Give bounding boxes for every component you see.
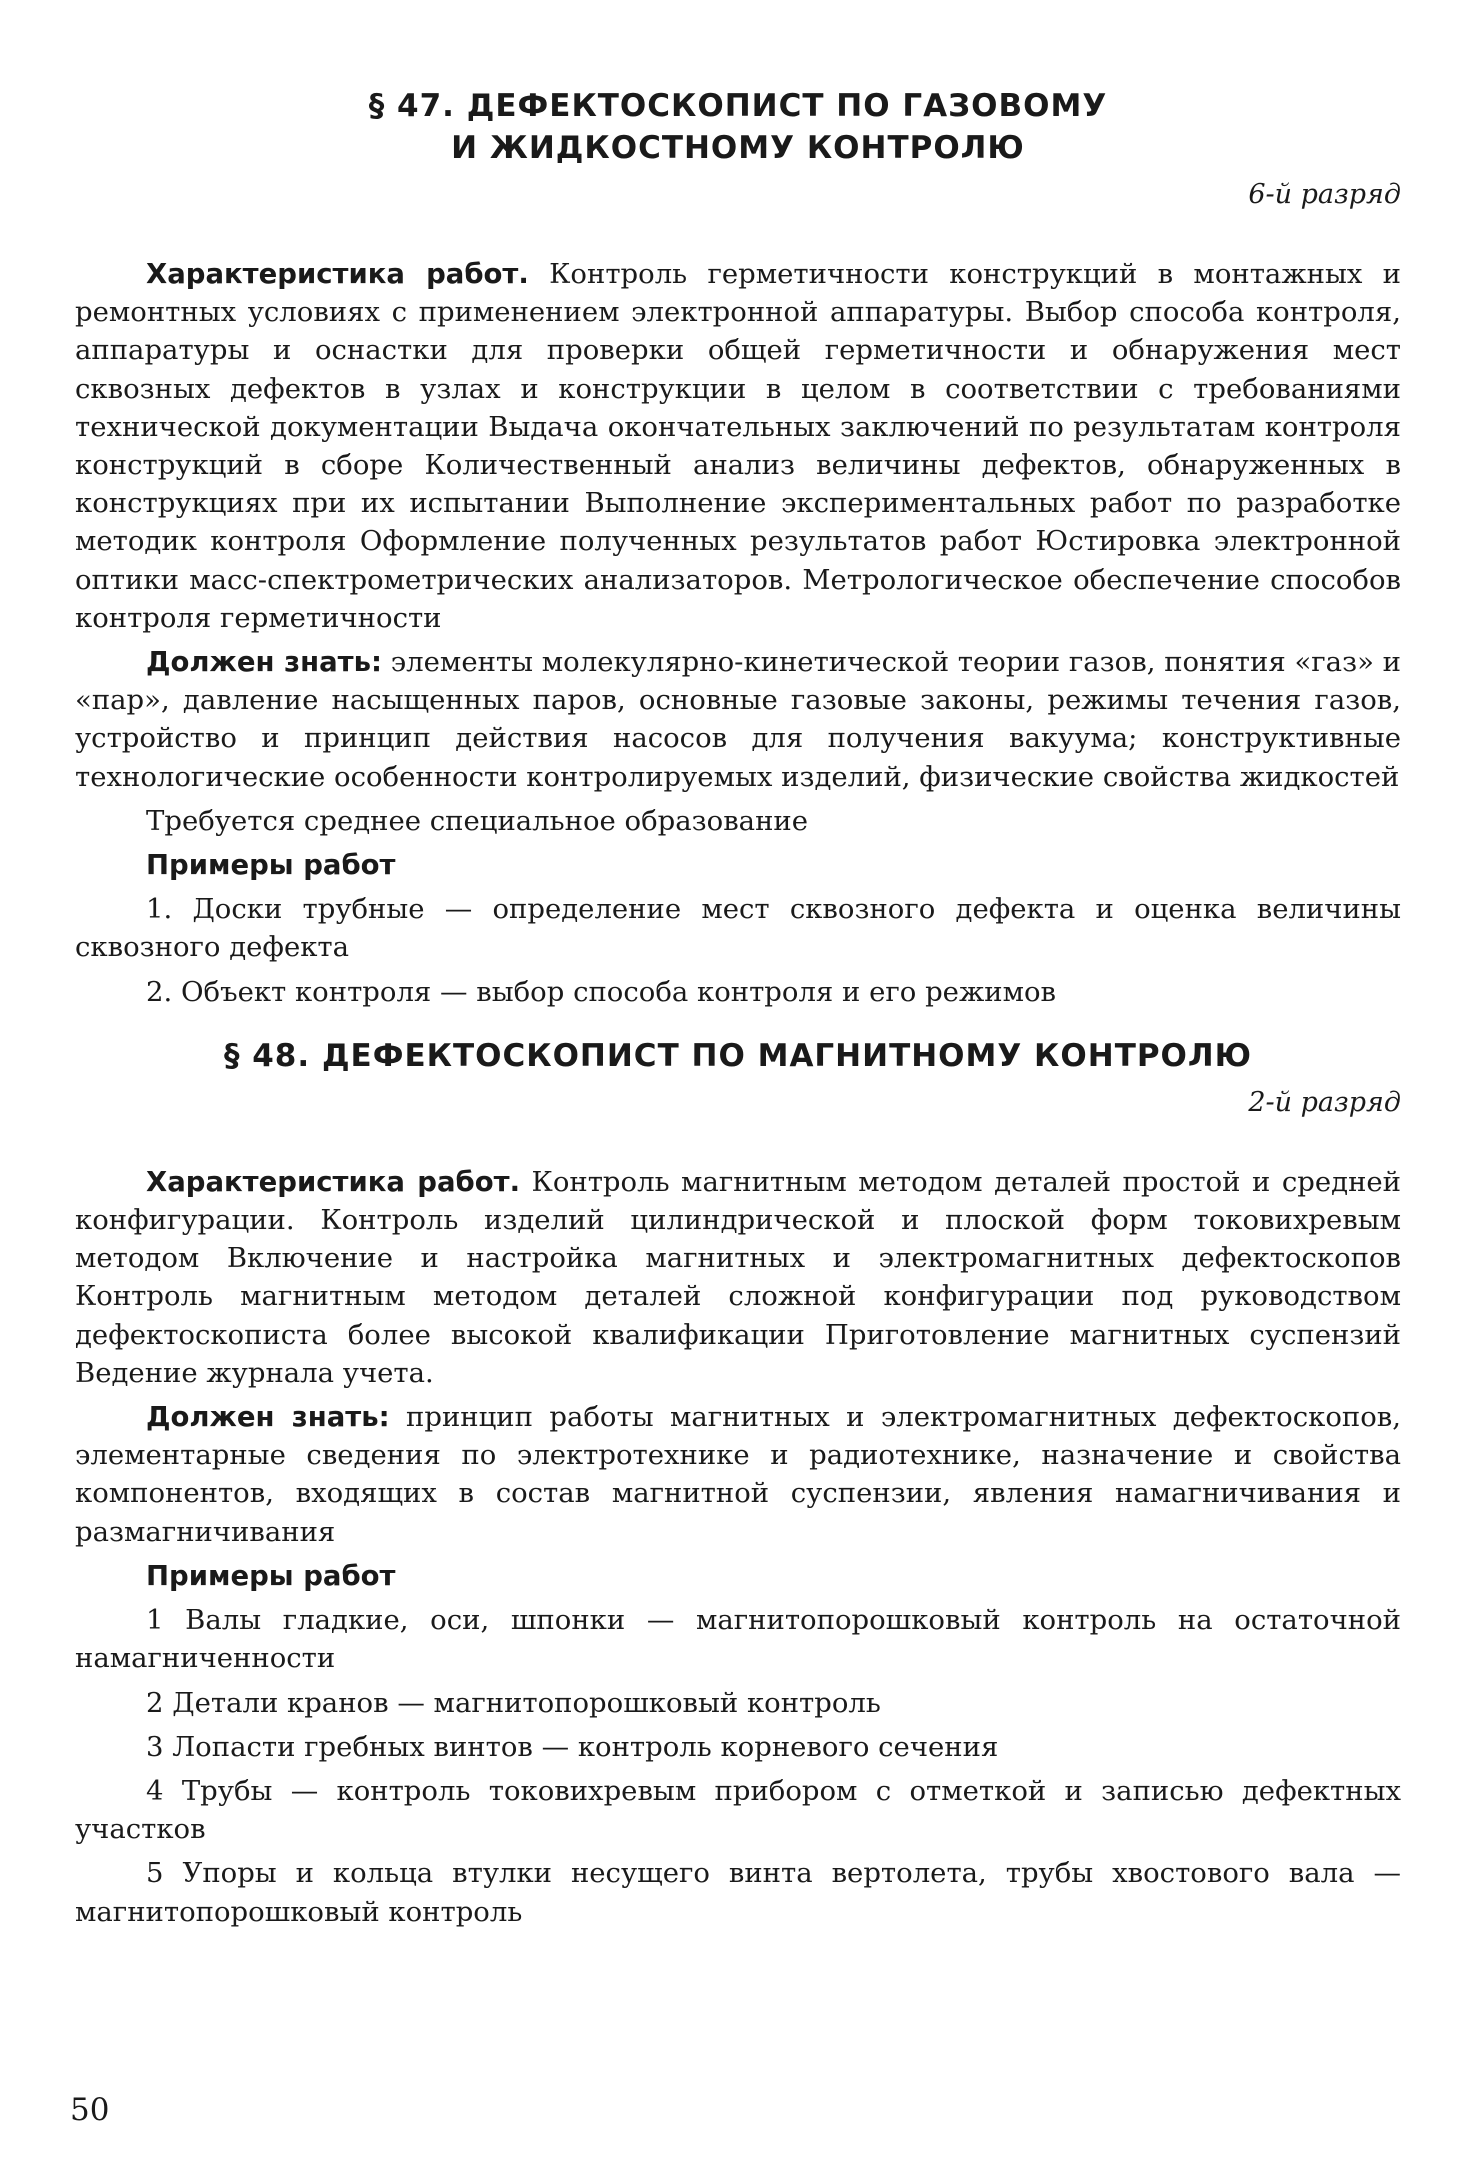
section-48-examples-heading: Примеры работ [146,1559,396,1592]
section-48-title: § 48. ДЕФЕКТОСКОПИСТ ПО МАГНИТНОМУ КОНТРОЛЮ [223,1037,1253,1074]
must-know-text: принцип работы магнитных и электромагнитных дефектоскопов, элементарные сведения по электротехнике и радиотехнике, назначение и свойства компонентов, входящих в состав магнитной суспензии, явления намагничивания и размагничивания [75,1401,1401,1548]
section-47-characteristics [75,255,1401,637]
section-47-title [75,85,1401,169]
must-know-label: Должен знать: [146,1401,390,1434]
section-47-title-line1: § 47. ДЕФЕКТОСКОПИСТ ПО ГАЗОВОМУ [368,88,1108,124]
characteristics-label: Характеристика работ. [146,258,529,290]
section-47-example: 1. Доски трубные — определение мест сквозного дефекта и оценка величины сквозного дефекта [75,893,1401,964]
section-48-must-know [75,1398,1401,1551]
section-48-example: 5 Упоры и кольца втулки несущего винта вертолета, трубы хвостового вала — магнитопорошковый контроль [75,1857,1401,1928]
section-47-grade: 6-й разряд [1248,179,1401,210]
section-47-must-know [75,643,1401,796]
section-48-example: 4 Трубы — контроль токовихревым прибором с отметкой и записью дефектных участков [75,1774,1401,1846]
section-48-characteristics [75,1163,1401,1392]
section-48-example: 1 Валы гладкие, оси, шпонки — магнитопорошковый контроль на остаточной намагниченности [75,1604,1401,1675]
section-47-title-line2: И ЖИДКОСТНОМУ КОНТРОЛЮ [451,130,1025,166]
characteristics-text: Контроль магнитным методом деталей простой и средней конфигурации. Контроль изделий цилиндрической и плоской форм токовихревым методом Включение и настройка магнитных и электромагнитных дефектоскопов Контроль магнитным методом деталей сложной конфигурации под руководством дефектоскописта более высокой квалификации Приготовление магнитных суспензий Ведение журнала учета. [75,1165,1401,1389]
section-48-grade: 2-й разряд [1248,1086,1401,1118]
characteristics-text: Контроль герметичности конструкций в монтажных и ремонтных условиях с применением электронной аппаратуры. Выбор способа контроля, аппаратуры и оснастки для проверки общей герметичности и обнаружения мест сквозных дефектов в узлах и конструкции в целом в соответствии с требованиями технической документации Выдача окончательных заключений по результатам контроля конструкций в сборе Количественный анализ величины дефектов, обнаруженных в конструкциях при их испытании Выполнение экспериментальных работ по разработке методик контроля Оформление полученных результатов работ Юстировка электронной оптики масс-спектрометрических анализаторов. Метрологическое обеспечение способов контроля герметичности [75,258,1401,634]
page-number: 50 [70,2092,110,2128]
section-47-example: 2. Объект контроля — выбор способа контроля и его режимов [146,975,1056,1008]
section-47-examples-heading: Примеры работ [146,849,396,882]
characteristics-label: Характеристика работ. [146,1165,521,1198]
section-48-example: 2 Детали кранов — магнитопорошковый контроль [146,1686,881,1719]
must-know-label: Должен знать: [146,646,383,679]
must-know-text: элементы молекулярно-кинетической теории газов, понятия «газ» и «пар», давление насыщенных паров, основные газовые законы, режимы течения газов, устройство и принцип действия насосов для получения вакуума; конструктивные технологические особенности контролируемых изделий, физические свойства жидкостей [75,646,1401,793]
section-47-education: Требуется среднее специальное образование [146,804,809,837]
section-48-example: 3 Лопасти гребных винтов — контроль корневого сечения [146,1730,999,1763]
